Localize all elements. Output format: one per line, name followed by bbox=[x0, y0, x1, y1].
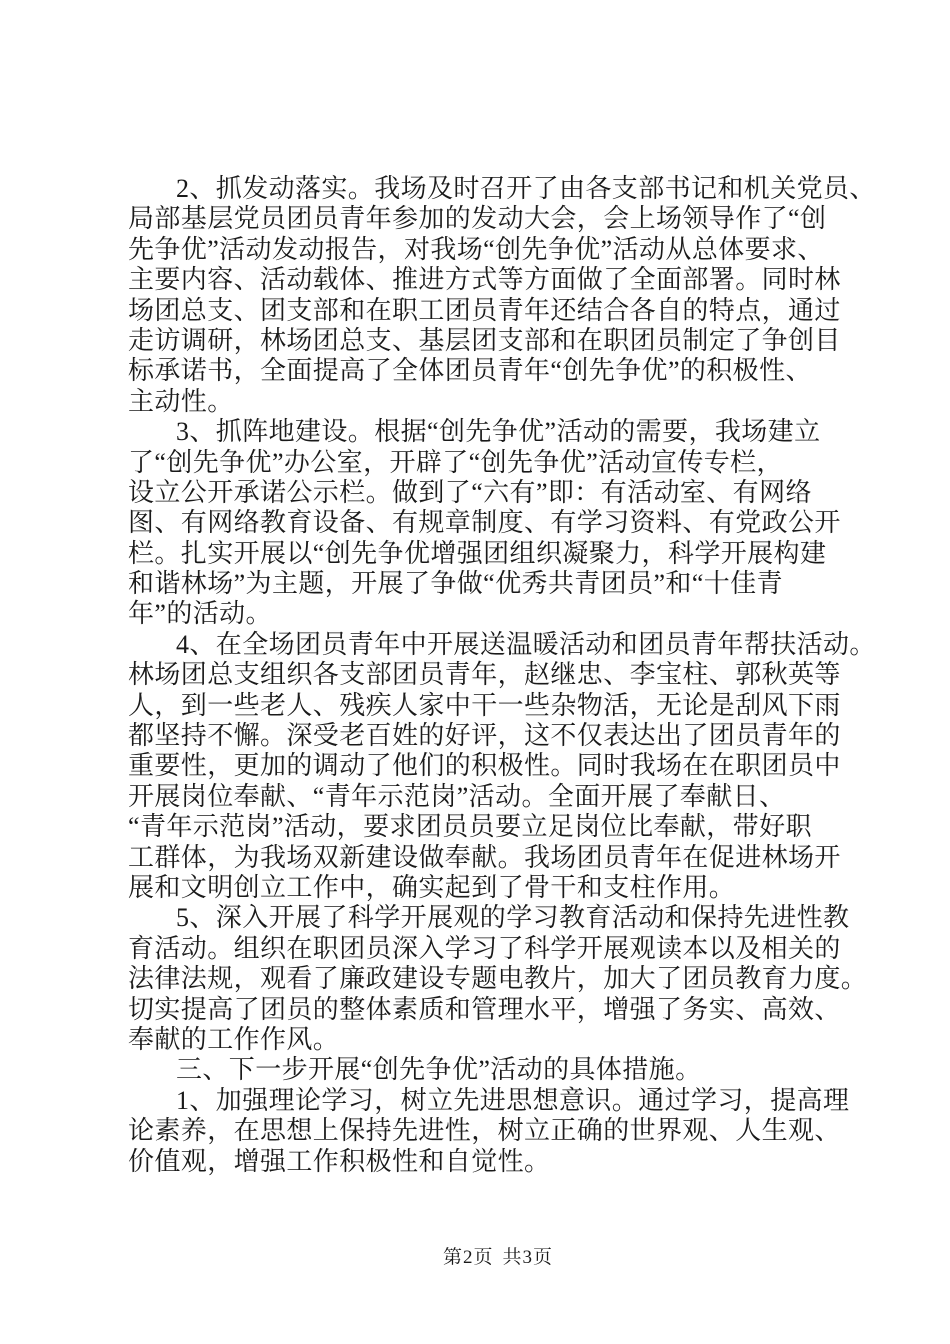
text-line: 都坚持不懈。深受老百姓的好评，这不仅表达出了团员青年的 bbox=[128, 721, 841, 751]
text-line: 林场团总支组织各支部团员青年，赵继忠、李宝柱、郭秋英等 bbox=[128, 660, 841, 690]
text-line: 和谐林场”为主题，开展了争做“优秀共青团员”和“十佳青 bbox=[128, 569, 783, 599]
text-line: 年”的活动。 bbox=[128, 599, 272, 629]
text-line: 主动性。 bbox=[128, 386, 234, 416]
text-line: 先争优”活动发动报告，对我场“创先争优”活动从总体要求、 bbox=[128, 234, 824, 264]
text-line: 论素养，在思想上保持先进性，树立正确的世界观、人生观、 bbox=[128, 1116, 841, 1146]
text-line: 4、在全场团员青年中开展送温暖活动和团员青年帮扶活动。 bbox=[176, 629, 876, 659]
page-total-label: 共3页 bbox=[502, 1247, 554, 1268]
text-line: 重要性，更加的调动了他们的积极性。同时我场在在职团员中 bbox=[128, 751, 841, 781]
text-line: 人，到一些老人、残疾人家中干一些杂物活，无论是刮风下雨 bbox=[128, 690, 841, 720]
text-line: 2、抓发动落实。我场及时召开了由各支部书记和机关党员、 bbox=[176, 174, 876, 203]
section-heading-line: 三、下一步开展“创先争优”活动的具体措施。 bbox=[176, 1055, 702, 1085]
text-line: 图、有网络教育设备、有规章制度、有学习资料、有党政公开 bbox=[128, 508, 841, 538]
text-line: 5、深入开展了科学开展观的学习教育活动和保持先进性教 bbox=[176, 903, 850, 933]
text-line: 价值观，增强工作积极性和自觉性。 bbox=[128, 1146, 551, 1176]
document-body bbox=[128, 174, 876, 1177]
text-line: 栏。扎实开展以“创先争优增强团组织凝聚力，科学开展构建 bbox=[128, 538, 827, 568]
text-line: 主要内容、活动载体、推进方式等方面做了全面部署。同时林 bbox=[128, 265, 841, 295]
text-line: 法律法规，观看了廉政建设专题电教片，加大了团员教育力度。 bbox=[128, 964, 868, 994]
text-line: 标承诺书，全面提高了全体团员青年“创先争优”的积极性、 bbox=[128, 356, 812, 386]
text-line: 1、加强理论学习，树立先进思想意识。通过学习，提高理 bbox=[176, 1085, 850, 1115]
text-line: 奉献的工作作风。 bbox=[128, 1024, 340, 1054]
page-number-label: 第2页 bbox=[442, 1247, 494, 1268]
text-line: 了“创先争优”办公室，开辟了“创先争优”活动宣传专栏， bbox=[128, 447, 783, 477]
text-line: 走访调研，林场团总支、基层团支部和在职团员制定了争创目 bbox=[128, 325, 841, 355]
text-line: 育活动。组织在职团员深入学习了科学开展观读本以及相关的 bbox=[128, 933, 841, 963]
text-line: “青年示范岗”活动，要求团员员要立足岗位比奉献，带好职 bbox=[128, 812, 812, 842]
text-line: 局部基层党员团员青年参加的发动大会，会上场领导作了“创 bbox=[128, 204, 827, 234]
text-line: 设立公开承诺公示栏。做到了“六有”即：有活动室、有网络 bbox=[128, 477, 812, 507]
text-line: 切实提高了团员的整体素质和管理水平，增强了务实、高效、 bbox=[128, 994, 841, 1024]
text-line: 开展岗位奉献、“青年示范岗”活动。全面开展了奉献日、 bbox=[128, 781, 786, 811]
text-line: 工群体，为我场双新建设做奉献。我场团员青年在促进林场开 bbox=[128, 842, 841, 872]
page-footer bbox=[0, 1242, 950, 1269]
text-line: 3、抓阵地建设。根据“创先争优”活动的需要，我场建立 bbox=[176, 417, 821, 447]
text-line: 展和文明创立工作中，确实起到了骨干和支柱作用。 bbox=[128, 872, 736, 902]
text-line: 场团总支、团支部和在职工团员青年还结合各自的特点，通过 bbox=[128, 295, 841, 325]
